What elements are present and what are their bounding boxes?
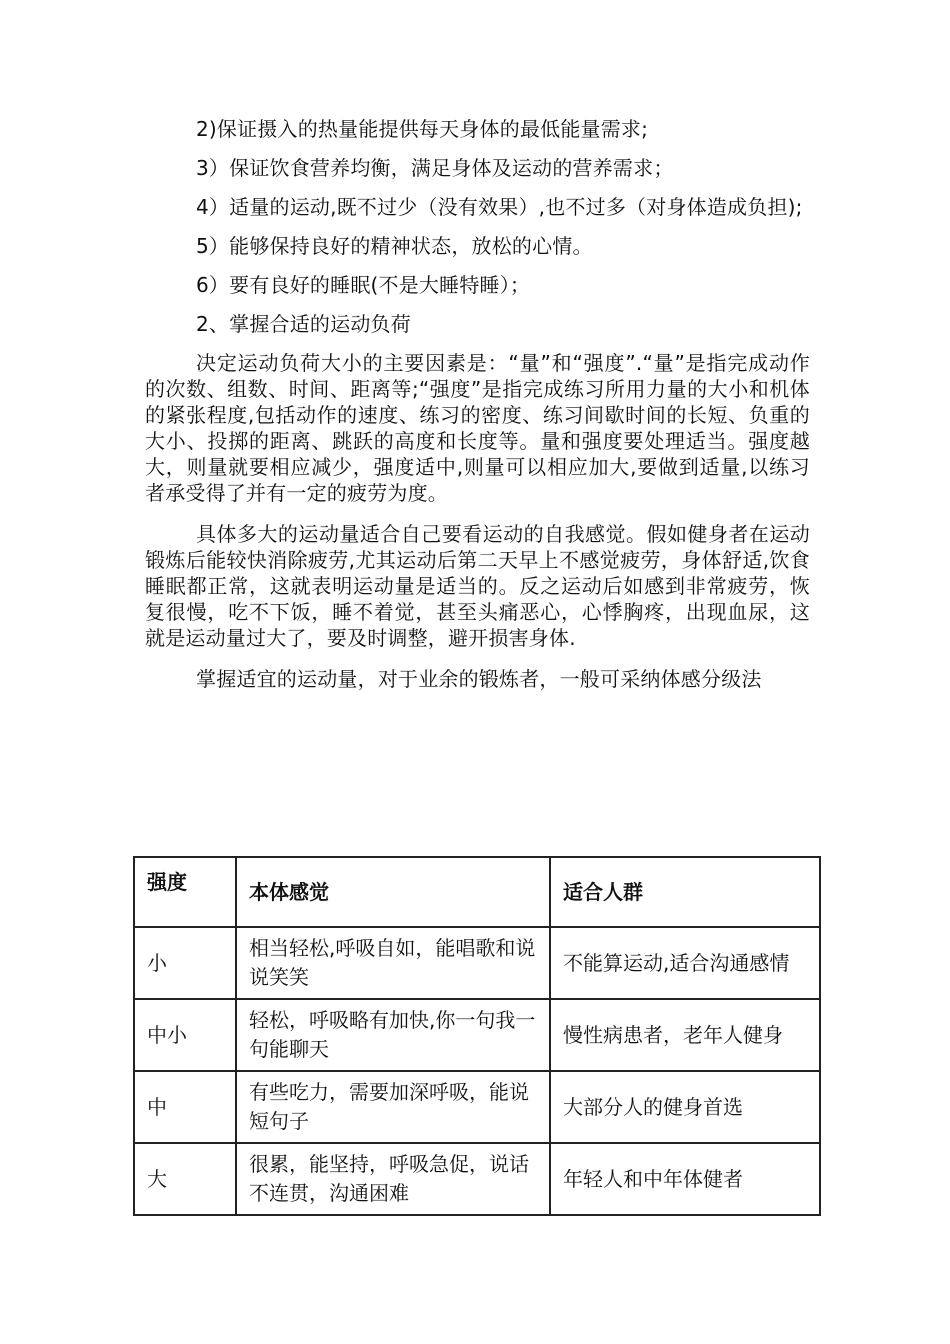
list-item-4: 4）适量的运动,既不过少（没有效果）,也不过多（对身体造成负担); <box>196 195 803 219</box>
paragraph-load-factors: 决定运动负荷大小的主要因素是：“量”和“强度”.“量”是指完成动作的次数、组数、时间、距离等;“强度”是指完成练习所用力量的大小和机体的紧张程度,包括动作的速度、练习的密度、练习间歇时间的长短、负重的大小、投掷的距离、跳跃的高度和长度等。量和强度要处理适当。强度越大，则量就要相应减少，强度适中,则量可以相应加大,要做到适量,以练习者承受得了并有一定的疲劳为度。 <box>145 351 810 505</box>
cell-body-feeling: 轻松，呼吸略有加快,你一句我一句能聊天 <box>236 999 550 1071</box>
document-body <box>145 116 810 707</box>
list-item-3: 3）保证饮食营养均衡，满足身体及运动的营养需求； <box>196 156 674 180</box>
cell-suitable-group: 年轻人和中年体健者 <box>550 1143 820 1215</box>
table-header-row <box>134 857 820 927</box>
table-row <box>134 927 820 999</box>
intensity-grading-table <box>133 856 821 1216</box>
paragraph-self-feeling: 具体多大的运动量适合自己要看运动的自我感觉。假如健身者在运动锻炼后能较快消除疲劳,尤其运动后第二天早上不感觉疲劳，身体舒适,饮食睡眠都正常，这就表明运动量是适当的。反之运动后如感到非常疲劳，恢复很慢，吃不下饭，睡不着觉，甚至头痛恶心，心悸胸疼，出现血尿，这就是运动量过大了，要及时调整，避开损害身体. <box>145 522 810 650</box>
table-row <box>134 1143 820 1215</box>
cell-intensity: 中 <box>134 1071 236 1143</box>
header-intensity: 强度 <box>134 857 236 927</box>
table-row <box>134 999 820 1071</box>
list-item-6: 6）要有良好的睡眠(不是大睡特睡）； <box>196 273 531 297</box>
header-suitable-group: 适合人群 <box>550 857 820 927</box>
section-heading: 2、掌握合适的运动负荷 <box>196 312 411 336</box>
cell-body-feeling: 有些吃力，需要加深呼吸，能说短句子 <box>236 1071 550 1143</box>
cell-suitable-group: 慢性病患者，老年人健身 <box>550 999 820 1071</box>
list-item-5: 5）能够保持良好的精神状态，放松的心情。 <box>196 234 593 258</box>
table-row <box>134 1071 820 1143</box>
cell-intensity: 大 <box>134 1143 236 1215</box>
cell-suitable-group: 不能算运动,适合沟通感情 <box>550 927 820 999</box>
header-body-feeling: 本体感觉 <box>236 857 550 927</box>
cell-intensity: 中小 <box>134 999 236 1071</box>
list-item-2: 2)保证摄入的热量能提供每天身体的最低能量需求; <box>196 117 649 141</box>
cell-intensity: 小 <box>134 927 236 999</box>
cell-suitable-group: 大部分人的健身首选 <box>550 1071 820 1143</box>
cell-body-feeling: 相当轻松,呼吸自如，能唱歌和说说笑笑 <box>236 927 550 999</box>
paragraph-grading-intro: 掌握适宜的运动量，对于业余的锻炼者，一般可采纳体感分级法 <box>196 667 762 691</box>
cell-body-feeling: 很累，能坚持，呼吸急促，说话不连贯，沟通困难 <box>236 1143 550 1215</box>
